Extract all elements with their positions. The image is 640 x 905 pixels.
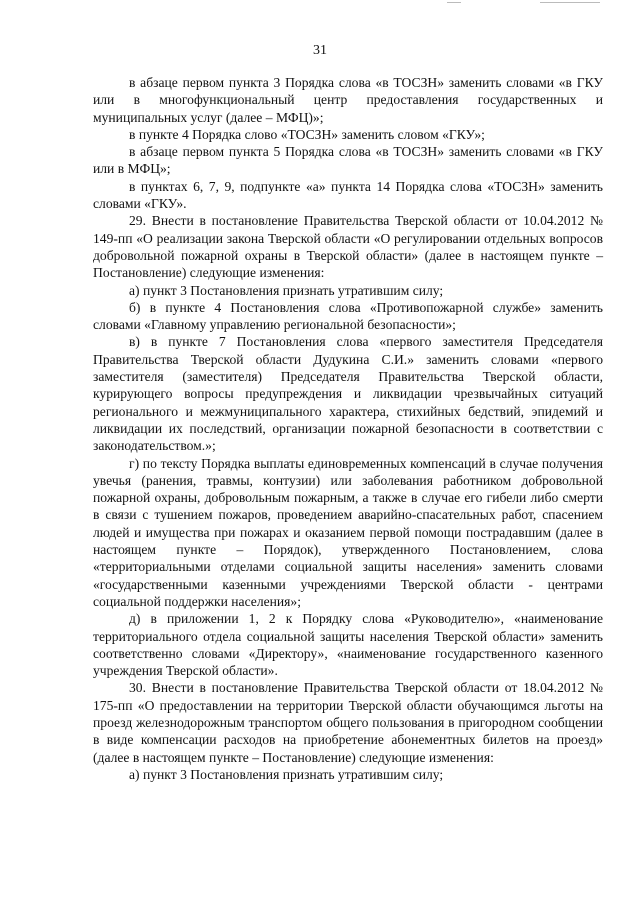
paragraph: в пунктах 6, 7, 9, подпункте «а» пункта 14 Порядка слова «ТОСЗН» заменить словами «ГКУ». [93,178,603,212]
paragraph: г) по тексту Порядка выплаты единовременных компенсаций в случае получения увечья (ранения, травмы, контузии) или заболевания работником добровольной пожарной охраны, добровольным пожарным, а также в случае его гибели либо смерти в связи с тушением пожаров, проведением аварийно-спасательных работ, спасением людей и имущества при пожарах и оказанием первой помощи пострадавшим (далее в настоящем пункте – Порядок), утвержденного Постановлением, слова «территориальными отделами социальной защиты населения» заменить словами «государственными казенными учреждениями Тверской области - центрами социальной поддержки населения»; [93,455,603,609]
scan-artifact [447,2,461,3]
paragraph: в абзаце первом пункта 3 Порядка слова «в ТОСЗН» заменить словами «в ГКУ или в многофункциональный центр предоставления государственных и муниципальных услуг (далее – МФЦ)»; [93,75,603,125]
paragraph: 30. Внести в постановление Правительства Тверской области от 18.04.2012 № 175-пп «О предоставлении на территории Тверской области обучающимся льготы на проезд железнодорожным транспортом общего пользования в пригородном сообщении в виде компенсации расходов на приобретение абонементных билетов на проезд» (далее в настоящем пункте – Постановление) следующие изменения: [93,680,603,765]
paragraph: 29. Внести в постановление Правительства Тверской области от 10.04.2012 № 149-пп «О реализации закона Тверской области «О регулировании отдельных вопросов добровольной пожарной охраны в Тверской области» (далее в настоящем пункте – Постановление) следующие изменения: [93,213,603,281]
paragraph: в) в пункте 7 Постановления слова «первого заместителя Председателя Правительства Тверской области Дудукина С.И.» заменить словами «первого заместителя (заместителя) Председателя Правительства Тверской области, курирующего вопросы предупреждения и ликвидации чрезвычайных ситуаций регионального и межмуниципального характера, стихийных бедствий, эпидемий и ликвидации их последствий, организации пожарной безопасности в соответствии с законодательством.»; [93,334,603,454]
paragraph: в пункте 4 Порядка слово «ТОСЗН» заменить словом «ГКУ»; [129,126,485,142]
document-body [93,74,603,783]
paragraph: д) в приложении 1, 2 к Порядку слова «Руководителю», «наименование территориального отдела социальной защиты населения Тверской области» заменить соответственно словами «Директору», «наименование государственного казенного учреждения Тверской области». [93,611,603,679]
scan-artifact [540,2,600,3]
page-number: 31 [313,43,327,58]
paragraph: б) в пункте 4 Постановления слова «Противопожарной службе» заменить словами «Главному управлению региональной безопасности»; [93,299,603,333]
paragraph: а) пункт 3 Постановления признать утратившим силу; [129,282,444,298]
paragraph: а) пункт 3 Постановления признать утратившим силу; [129,766,444,782]
paragraph: в абзаце первом пункта 5 Порядка слова «в ТОСЗН» заменить словами «в ГКУ или в МФЦ»; [93,144,603,177]
